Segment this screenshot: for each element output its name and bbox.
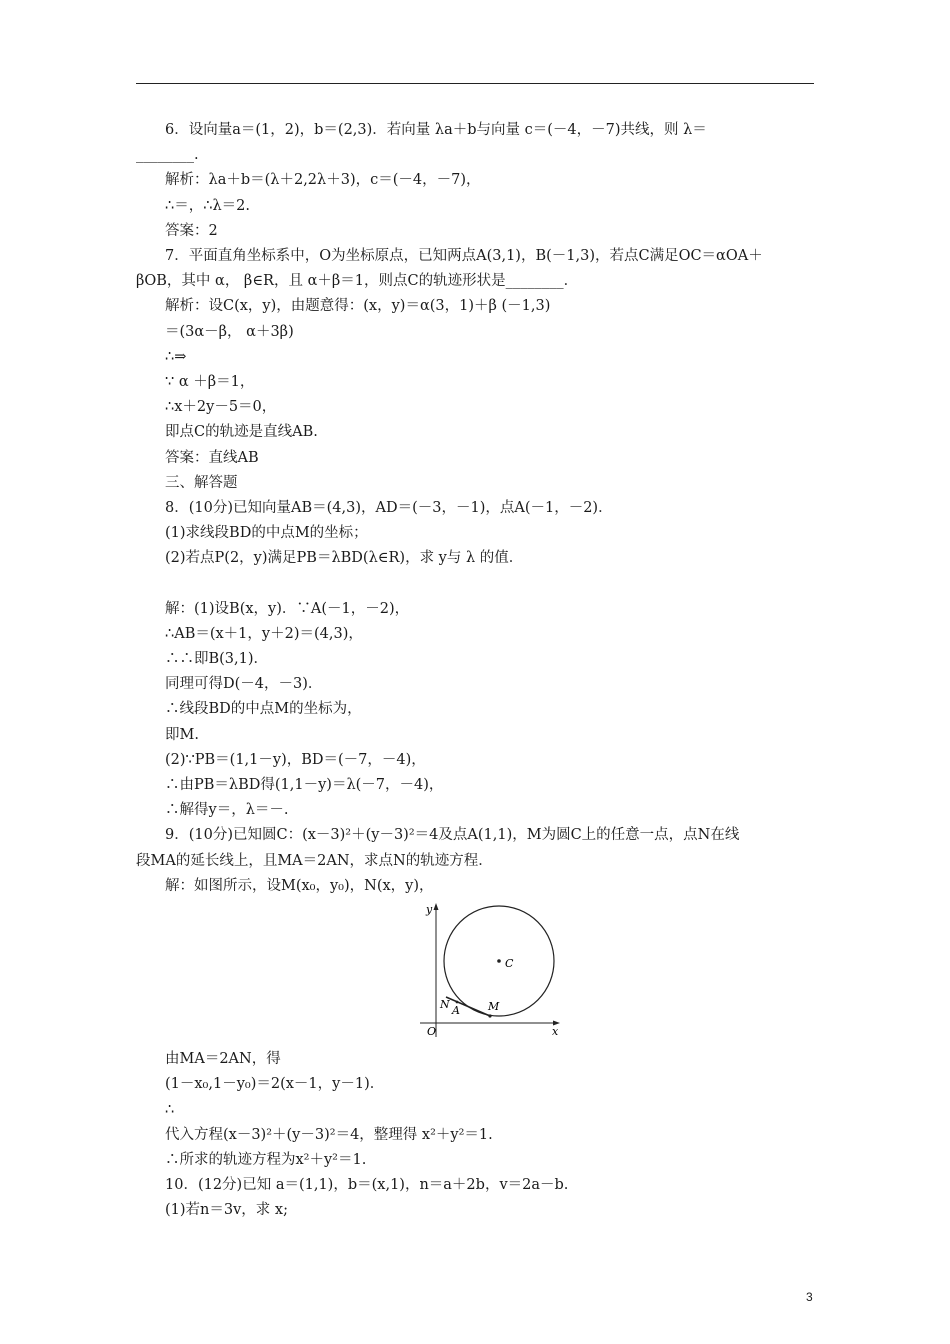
text-line: 解：如图所示，设M(x₀，y₀)，N(x，y)， (165, 877, 434, 894)
text-line: 答案：直线AB (165, 449, 259, 466)
text-line: 解：(1)设B(x，y)．∵A(－1，－2)， (165, 600, 410, 617)
text-line: 10．(12分)已知 a＝(1,1)，b＝(x,1)，n＝a＋2b，v＝2a－b. (165, 1177, 569, 1194)
text-line: 7．平面直角坐标系中，O为坐标原点，已知两点A(3,1)，B(－1,3)，若点C满足OC＝αOA＋ (165, 248, 763, 265)
figure-circle-diagram (136, 899, 816, 1047)
text-line: ∴线段BD的中点M的坐标为， (165, 701, 362, 718)
text-line: (1－x₀,1－y₀)＝2(x－1，y－1)． (165, 1076, 385, 1093)
text-block-top (136, 118, 816, 899)
circle-diagram (416, 901, 566, 1047)
text-line: 8．(10分)已知向量AB＝(4,3)，AD＝(－3，－1)，点A(－1，－2)． (165, 500, 613, 517)
text-line: ∴x＋2y－5＝0， (165, 399, 277, 416)
label-n: N (440, 998, 450, 1012)
text-line: 代入方程(x－3)²＋(y－3)²＝4，整理得 x²＋y²＝1. (165, 1126, 493, 1143)
header-rule (136, 83, 814, 84)
text-line: 6．设向量a＝(1，2)，b＝(2,3)．若向量 λa＋b与向量 c＝(－4，－7)共线，则 λ＝ (165, 122, 707, 138)
text-line: ________. (136, 147, 199, 164)
text-line: ∴解得y＝，λ＝－. (165, 802, 289, 819)
label-y: y (426, 903, 433, 917)
page-number: 3 (806, 1290, 813, 1304)
text-line: ∴AB＝(x＋1，y＋2)＝(4,3)， (165, 625, 363, 642)
text-line: (2)若点P(2，y)满足PB＝λBD(λ∈R)，求 y与 λ 的值． (165, 550, 524, 567)
text-line: ∴由PB＝λBD得(1,1－y)＝λ(－7，－4)， (165, 777, 444, 794)
text-line: 同理可得D(－4，－3)． (165, 676, 323, 693)
text-line: (1)若n＝3v，求 x; (165, 1202, 288, 1219)
text-block-bottom (136, 1047, 816, 1223)
text-line: ∴＝，∴λ＝2. (165, 197, 250, 214)
text-line: ∴⇒ (165, 348, 187, 365)
text-line (136, 572, 816, 597)
text-line: 即点C的轨迹是直线AB. (165, 424, 318, 441)
text-line: 解析：λa＋b＝(λ＋2,2λ＋3)，c＝(－4，－7)， (165, 172, 481, 189)
point-a (456, 1001, 459, 1004)
text-line: 解析：设C(x，y)，由题意得：(x，y)＝α(3，1)＋β (－1,3) (165, 298, 551, 315)
text-line: 由MA＝2AN，得 (165, 1051, 281, 1068)
text-line: (1)求线段BD的中点M的坐标； (165, 525, 368, 542)
text-line: 9．(10分)已知圆C：(x－3)²＋(y－3)²＝4及点A(1,1)，M为圆C上的任意一点，点N在线 (165, 827, 740, 844)
label-a: A (452, 1004, 460, 1018)
label-o: O (427, 1025, 437, 1039)
text-line: ＝(3α－β， α＋3β) (165, 323, 294, 340)
text-line: ∴ (165, 1101, 175, 1118)
center-point (497, 959, 501, 963)
label-c: C (505, 957, 514, 971)
page-content (136, 118, 816, 1224)
text-line: 段MA的延长线上，且MA＝2AN，求点N的轨迹方程． (136, 852, 493, 869)
text-line: 答案：2 (165, 222, 218, 239)
text-line: 即M. (165, 726, 199, 743)
text-line: βOB，其中 α， β∈R，且 α＋β＝1，则点C的轨迹形状是________． (136, 273, 579, 290)
point-m (488, 1014, 491, 1017)
text-line: 三、解答题 (165, 474, 238, 491)
text-line: (2)∵PB＝(1,1－y)，BD＝(－7，－4)， (165, 751, 426, 768)
text-line: ∴所求的轨迹方程为x²＋y²＝1. (165, 1151, 367, 1168)
text-line: ∴∴即B(3,1)． (165, 651, 269, 668)
label-m: M (488, 1000, 500, 1014)
y-axis-arrow (434, 903, 439, 910)
label-x: x (552, 1025, 559, 1039)
text-line: ∵ α ＋β＝1， (165, 374, 255, 391)
